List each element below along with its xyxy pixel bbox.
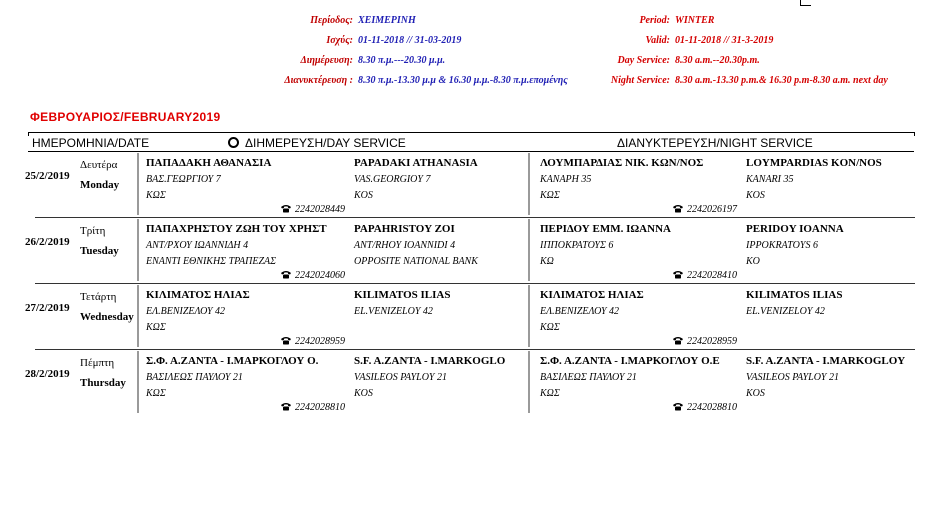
pharmacy-phone[interactable] xyxy=(280,402,345,413)
pharmacy-phone-number: 2242024060 xyxy=(295,270,345,281)
en-day-label: Day Service: xyxy=(617,55,670,66)
row-day-english: Thursday xyxy=(80,377,126,389)
pharmacy-phone[interactable] xyxy=(280,336,345,347)
en-valid-value: 01-11-2018 // 31-3-2019 xyxy=(675,35,774,46)
pharmacy-city-greek: ΚΩ xyxy=(540,256,554,267)
header-top-rule xyxy=(28,132,914,133)
pharmacy-phone-number: 2242026197 xyxy=(687,204,737,215)
pharmacy-address-english: VAS.GEORGIOY 7 xyxy=(354,174,431,185)
gr-period-value: ΧΕΙΜΕΡΙΝΗ xyxy=(358,15,416,26)
row-separator-middle xyxy=(528,285,530,347)
row-day-english: Wednesday xyxy=(80,311,134,323)
pharmacy-name-greek: Σ.Φ. Α.ΖΑΝΤΑ - Ι.ΜΑΡΚΟΓΛΟΥ Ο. xyxy=(146,355,319,367)
en-night-value: 8.30 a.m.-13.30 p.m.& 16.30 p.m-8.30 a.m. next day xyxy=(675,75,888,86)
phone-icon xyxy=(672,204,684,213)
row-divider xyxy=(35,283,915,284)
pharmacy-name-greek: ΚΙΛΙΜΑΤΟΣ ΗΛΙΑΣ xyxy=(540,289,644,301)
pharmacy-name-greek: ΚΙΛΙΜΑΤΟΣ ΗΛΙΑΣ xyxy=(146,289,250,301)
pharmacy-address-english: IPPOKRATOYS 6 xyxy=(746,240,818,251)
en-night-label: Night Service: xyxy=(610,75,670,86)
row-day-greek: Δευτέρα xyxy=(80,159,118,171)
gr-night-value: 8.30 π.μ.-13.30 μ.μ & 16.30 μ.μ.-8.30 π.μ.επομένης xyxy=(358,75,568,86)
phone-icon xyxy=(672,336,684,345)
row-day-greek: Πέμπτη xyxy=(80,357,115,369)
row-date: 28/2/2019 xyxy=(25,368,70,380)
en-period-label: Period: xyxy=(639,15,670,26)
pharmacy-phone-number: 2242028959 xyxy=(295,336,345,347)
pharmacy-address-greek: ΒΑΣΙΛΕΩΣ ΠΑΥΛΟΥ 21 xyxy=(540,372,637,383)
phone-icon xyxy=(672,402,684,411)
pharmacy-city-greek: ΚΩΣ xyxy=(540,388,560,399)
pharmacy-city-english: KOS xyxy=(354,388,373,399)
row-date: 27/2/2019 xyxy=(25,302,70,314)
phone-icon xyxy=(672,270,684,279)
pharmacy-address-english: VASILEOS PAYLOY 21 xyxy=(354,372,447,383)
header-tick-right xyxy=(914,132,915,136)
gr-day-value: 8.30 π.μ.---20.30 μ.μ. xyxy=(358,55,446,66)
pharmacy-name-english: S.F. A.ZANTA - I.MARKOGLO xyxy=(354,355,506,367)
row-divider xyxy=(35,349,915,350)
row-separator-middle xyxy=(528,153,530,215)
phone-icon xyxy=(280,270,292,279)
row-divider xyxy=(35,217,915,218)
corner-mark xyxy=(800,0,811,6)
en-period-value: WINTER xyxy=(675,15,715,26)
pharmacy-address-greek: ΑΝΤ/ΡΧΟΥ ΙΩΑΝΝΙΔΗ 4 xyxy=(146,240,249,251)
pharmacy-address-greek: ΒΑΣ.ΓΕΩΡΓΙΟΥ 7 xyxy=(146,174,221,185)
pharmacy-city-greek: ΚΩΣ xyxy=(146,388,166,399)
row-separator-middle xyxy=(528,351,530,413)
pharmacy-name-english: S.F. A.ZANTA - I.MARKOGLOY xyxy=(746,355,906,367)
col-header-day-service xyxy=(228,136,406,150)
pharmacy-phone-number: 2242028810 xyxy=(687,402,737,413)
row-day-greek: Τρίτη xyxy=(80,225,106,237)
pharmacy-city-english: KOS xyxy=(354,190,373,201)
row-day-english: Tuesday xyxy=(80,245,119,257)
pharmacy-address-english: ANT/RHOY IOANNIDI 4 xyxy=(354,240,456,251)
en-valid-label: Valid: xyxy=(645,35,670,46)
header-bottom-rule xyxy=(28,151,914,152)
pharmacy-city-greek: ΚΩΣ xyxy=(540,190,560,201)
month-title: ΦΕΒΡΟΥΑΡΙΟΣ/FEBRUARY2019 xyxy=(30,110,221,124)
pharmacy-name-english: KILIMATOS ILIAS xyxy=(746,289,843,301)
row-separator-middle xyxy=(528,219,530,281)
pharmacy-phone-number: 2242028810 xyxy=(295,402,345,413)
pharmacy-phone-number: 2242028959 xyxy=(687,336,737,347)
col-header-night-service: ΔΙΑΝΥΚΤΕΡΕΥΣΗ/NIGHT SERVICE xyxy=(617,136,813,150)
pharmacy-address-english: EL.VENIZELOY 42 xyxy=(354,306,433,317)
pharmacy-name-greek: ΠΕΡΙΔΟΥ ΕΜΜ. ΙΩΑΝΝΑ xyxy=(540,223,671,235)
pharmacy-address-greek: ΚΑΝΑΡΗ 35 xyxy=(540,174,592,185)
phone-icon xyxy=(280,204,292,213)
pharmacy-name-english: PAPAHRISTOY ZOI xyxy=(354,223,455,235)
pharmacy-phone[interactable] xyxy=(672,336,737,347)
row-date: 26/2/2019 xyxy=(25,236,70,248)
pharmacy-city-english: KOS xyxy=(746,388,765,399)
row-separator-left xyxy=(137,219,139,281)
phone-icon xyxy=(280,402,292,411)
pharmacy-phone[interactable] xyxy=(672,270,737,281)
pharmacy-address-english: VASILEOS PAYLOY 21 xyxy=(746,372,839,383)
pharmacy-name-english: PERIDOY IOANNA xyxy=(746,223,844,235)
pharmacy-name-greek: ΛΟΥΜΠΑΡΔΙΑΣ ΝΙΚ. ΚΩΝ/ΝΟΣ xyxy=(540,157,704,169)
pharmacy-address-greek: ΙΠΠΟΚΡΑΤΟΥΣ 6 xyxy=(540,240,614,251)
pharmacy-phone[interactable] xyxy=(280,270,345,281)
header-tick-left xyxy=(28,132,29,136)
col-header-date: ΗΜΕΡΟΜΗΝΙΑ/DATE xyxy=(32,136,150,150)
pharmacy-name-greek: ΠΑΠΑΔΑΚΗ ΑΘΑΝΑΣΙΑ xyxy=(146,157,272,169)
pharmacy-city-greek: ΕΝΑΝΤΙ ΕΘΝΙΚΗΣ ΤΡΑΠΕΖΑΣ xyxy=(146,256,277,267)
pharmacy-phone-number: 2242028410 xyxy=(687,270,737,281)
pharmacy-address-greek: ΕΛ.ΒΕΝΙΖΕΛΟΥ 42 xyxy=(146,306,226,317)
row-day-english: Monday xyxy=(80,179,120,191)
pharmacy-phone-number: 2242028449 xyxy=(295,204,345,215)
col-header-day-service-label: ΔΙΗΜΕΡΕΥΣΗ/DAY SERVICE xyxy=(245,136,406,150)
pharmacy-name-greek: ΠΑΠΑΧΡΗΣΤΟΥ ΖΩΗ ΤΟΥ ΧΡΗΣΤ xyxy=(146,223,327,235)
row-separator-left xyxy=(137,285,139,347)
row-date: 25/2/2019 xyxy=(25,170,70,182)
phone-icon xyxy=(280,336,292,345)
circle-icon xyxy=(228,137,239,148)
gr-night-label: Διανυκτέρευση : xyxy=(284,75,353,86)
gr-day-label: Διημέρευση: xyxy=(300,55,353,66)
pharmacy-name-english: PAPADAKI ATHANASIA xyxy=(354,157,478,169)
pharmacy-city-greek: ΚΩΣ xyxy=(146,322,166,333)
pharmacy-name-greek: Σ.Φ. Α.ΖΑΝΤΑ - Ι.ΜΑΡΚΟΓΛΟΥ Ο.Ε xyxy=(540,355,720,367)
pharmacy-city-greek: ΚΩΣ xyxy=(146,190,166,201)
gr-period-label: Περίοδος: xyxy=(310,15,353,26)
pharmacy-phone[interactable] xyxy=(672,402,737,413)
pharmacy-city-english: OPPOSITE NATIONAL BANK xyxy=(354,256,478,267)
gr-valid-label: Ισχύς: xyxy=(326,35,353,46)
pharmacy-city-greek: ΚΩΣ xyxy=(540,322,560,333)
gr-valid-value: 01-11-2018 // 31-03-2019 xyxy=(358,35,462,46)
pharmacy-phone[interactable] xyxy=(672,204,737,215)
pharmacy-address-english: EL.VENIZELOY 42 xyxy=(746,306,825,317)
pharmacy-address-english: KANARI 35 xyxy=(746,174,794,185)
pharmacy-name-english: LOYMPARDIAS KON/NOS xyxy=(746,157,882,169)
pharmacy-name-english: KILIMATOS ILIAS xyxy=(354,289,451,301)
pharmacy-phone[interactable] xyxy=(280,204,345,215)
row-separator-left xyxy=(137,351,139,413)
en-day-value: 8.30 a.m.--20.30p.m. xyxy=(675,55,760,66)
pharmacy-city-english: KOS xyxy=(746,190,765,201)
row-day-greek: Τετάρτη xyxy=(80,291,117,303)
row-separator-left xyxy=(137,153,139,215)
pharmacy-city-english: KO xyxy=(746,256,760,267)
pharmacy-address-greek: ΒΑΣΙΛΕΩΣ ΠΑΥΛΟΥ 21 xyxy=(146,372,243,383)
pharmacy-address-greek: ΕΛ.ΒΕΝΙΖΕΛΟΥ 42 xyxy=(540,306,620,317)
